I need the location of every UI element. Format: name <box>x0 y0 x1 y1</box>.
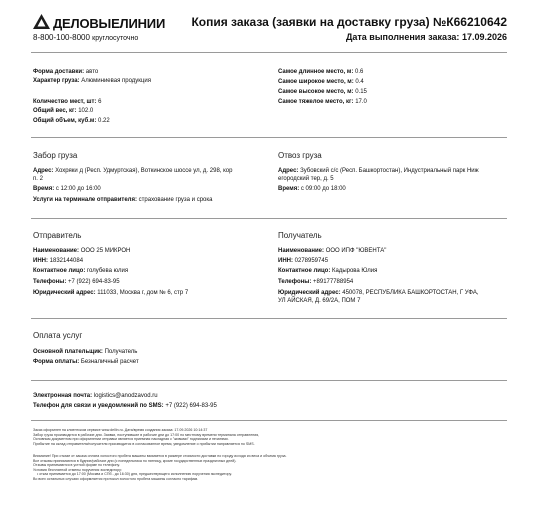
cargo-highest: Самое высокое место, м: 0.15 <box>278 89 367 95</box>
receiver-legal-address: Юридический адрес: 450078, РЕСПУБЛИКА БАШКОРТОСТАН, Г УФА, <box>278 290 479 296</box>
cargo-longest: Самое длинное место, м: 0.6 <box>278 69 364 75</box>
footer-line: Заказ оформлен на клиентском сервисе www.dellin.ru. Дата/время создания заказа: 17.09.2026 10:14:37 <box>33 428 208 432</box>
dropoff-address-cont: егородский тер, д. 5 <box>278 176 334 182</box>
footer-line: Условия бесплатной отмены поручения экспедитору: <box>33 467 122 472</box>
sender-contact: Контактное лицо: голубева юлия <box>33 268 129 274</box>
phone: 8-800-100-8000 <box>33 33 90 42</box>
cargo-type: Характер груза: Алюминиевая продукция <box>33 78 151 84</box>
receiver-inn: ИНН: 0278959745 <box>278 258 329 264</box>
page-title: Копия заказа (заявки на доставку груза) №К66210642 <box>191 15 507 29</box>
divider <box>31 420 507 421</box>
divider <box>31 380 507 381</box>
footer-line: Во всех остальных случаях оформляется протокол холостого пробега машины согласно тарифам. <box>33 476 199 481</box>
footer-line: • отказ принимается до 17:00 (Москва и СПб - до 16:30) дня, предшествующего исполнению поручения экспедитору. <box>37 472 232 477</box>
logo-text: ДЕЛОВЫЕЛИНИИ <box>53 16 166 31</box>
receiver-heading: Получатель <box>278 231 322 240</box>
divider <box>31 137 507 138</box>
pickup-address: Адрес: Хохряки д (Респ. Удмуртская), Воткинское шоссе ул, д. 298, кор <box>33 168 233 174</box>
dropoff-address: Адрес: Зубовский с/с (Респ. Башкортостан), Индустриальный парк Ниж <box>278 168 479 174</box>
contact-email: Электронная почта: logistics@anodzavod.ru <box>33 393 158 399</box>
footer-line: Забор груза производится в рабочие дни. Заявки, поступившие в рабочие дни до 17:00 по местному времени терминала отправления, <box>33 432 260 437</box>
sender-heading: Отправитель <box>33 231 82 240</box>
cargo-widest: Самое широкое место, м: 0.4 <box>278 79 364 85</box>
dropoff-time: Время: с 09:00 до 18:00 <box>278 186 346 192</box>
exec-date <box>346 32 507 42</box>
divider <box>31 318 507 319</box>
sender-phones: Телефоны: +7 (922) 694-83-95 <box>33 279 120 285</box>
pickup-services: Услуги на терминале отправителя: страхование груза и срока <box>33 197 213 203</box>
payment-form: Форма оплаты: Безналичный расчет <box>33 359 139 365</box>
receiver-name: Наименование: ООО ИПФ "ЮВЕНТА" <box>278 248 387 254</box>
pickup-time: Время: с 12:00 до 16:00 <box>33 186 101 192</box>
footer-line: Основным документом при оформлении отправки является приемная накладная с "живыми" подписями и печатями. <box>33 437 229 442</box>
divider <box>31 218 507 219</box>
sender-inn: ИНН: 1832144084 <box>33 258 84 264</box>
footer-line: Прибытие на склад отправителя/получателя производится в согласованное время, уведомление о прибытии направляется по SMS. <box>33 441 255 446</box>
cargo-weight: Общий вес, кг: 102.0 <box>33 108 94 114</box>
receiver-phones: Телефоны: +89177788954 <box>278 279 354 285</box>
payment-heading: Оплата услуг <box>33 331 83 340</box>
footer-terms <box>33 454 287 482</box>
receiver-legal-address-cont: УЛ АЙСКАЯ, Д. 69/2А, ПОМ 7 <box>278 298 361 304</box>
exec-date-label: Дата выполнения заказа: <box>345 32 460 42</box>
cargo-volume: Общий объем, куб.м: 0.22 <box>33 118 110 124</box>
pickup-heading: Забор груза <box>33 151 78 160</box>
sender-name: Наименование: ООО 25 МИКРОН <box>33 248 131 254</box>
cargo-heaviest: Самое тяжелое место, кг: 17.0 <box>278 99 367 105</box>
dropoff-heading: Отвоз груза <box>278 151 322 160</box>
cargo-delivery-form: Форма доставки: авто <box>33 69 99 75</box>
footer-line: Отзывы принимаются в устной форме по телефону. <box>33 463 120 468</box>
receiver-contact: Контактное лицо: Кадырова Юлия <box>278 268 378 274</box>
phone-line <box>33 33 138 42</box>
pickup-address-cont: п. 2 <box>33 176 43 182</box>
logo-icon <box>33 14 50 29</box>
contact-sms: Телефон для связи и уведомлений по SMS: +7 (922) 694-83-95 <box>33 403 217 409</box>
cargo-places: Количество мест, шт: 6 <box>33 99 102 105</box>
payment-payer: Основной плательщик: Получатель <box>33 349 138 355</box>
footer-line: Внимание! При отказе от заказа оплата холостого пробега машины взимается в размере стоимости доставки по городу исходя из веса и объема груза. <box>33 454 287 458</box>
footer-line: Все отзывы принимаются в будние/рабочие дни (с понедельника по пятницу, кроме государственных праздничных дней). <box>33 458 237 463</box>
sender-legal-address: Юридический адрес: 111033, Москва г, дом № 6, стр 7 <box>33 290 189 296</box>
phone-note: круглосуточно <box>92 35 139 42</box>
divider <box>31 52 507 53</box>
exec-date-value: 17.09.2026 <box>461 32 507 42</box>
footer-notes <box>33 428 259 446</box>
